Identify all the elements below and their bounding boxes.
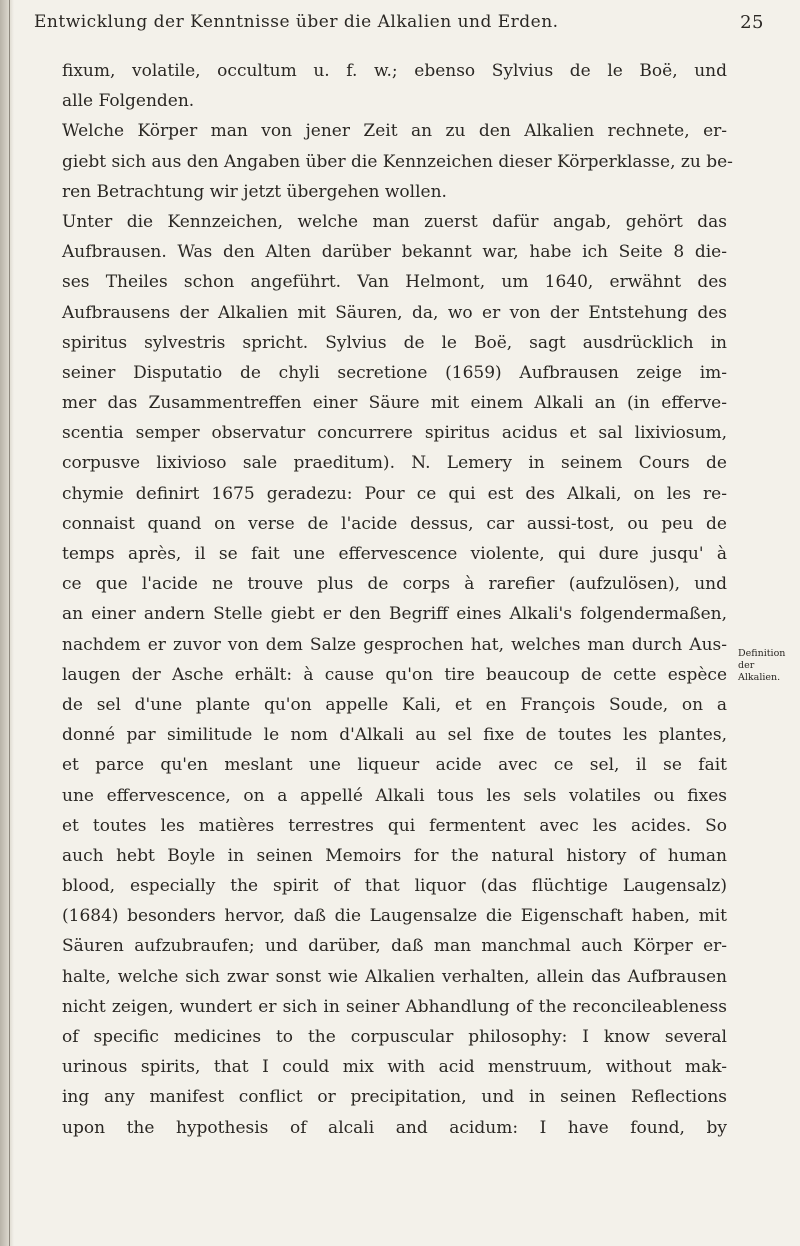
text-line: urinous spirits, that I could mix with acid menstruum, without mak-	[62, 1057, 727, 1078]
text-line: Aufbrausen. Was den Alten darüber bekannt war, habe ich Seite 8 die-	[62, 242, 727, 263]
text-line: laugen der Asche erhält: à cause qu'on tire beaucoup de cette espèce	[62, 664, 727, 685]
text-line: temps après, il se fait une effervescence violente, qui dure jusqu' à	[62, 544, 727, 564]
text-line: halte, welche sich zwar sonst wie Alkalien verhalten, allein das Aufbrausen	[62, 966, 727, 987]
text-line: donné par similitude le nom d'Alkali au sel fixe de toutes les plantes,	[62, 725, 727, 746]
text-line: une effervescence, on a appellé Alkali tous les sels volatiles ou fixes	[62, 785, 727, 806]
margin-note: Definition der Alkalien.	[738, 648, 786, 683]
text-line: ren Betrachtung wir jetzt übergehen wollen.	[62, 181, 447, 202]
text-line: blood, especially the spirit of that liquor (das flüchtige Laugensalz)	[62, 876, 727, 897]
body-text	[62, 56, 733, 1143]
text-line: Welche Körper man von jener Zeit an zu den Alkalien rechnete, er-	[62, 121, 727, 142]
text-line: ses Theiles schon angeführt. Van Helmont, um 1640, erwähnt des	[62, 272, 727, 293]
text-line: ing any manifest conflict or precipitation, und in seinen Reflections	[62, 1087, 727, 1108]
text-line: giebt sich aus den Angaben über die Kennzeichen dieser Körperklasse, zu be-	[62, 151, 733, 172]
text-line: et toutes les matières terrestres qui fermentent avec les acides. So	[62, 815, 727, 836]
text-line: mer das Zusammentreffen einer Säure mit einem Alkali an (in efferve-	[62, 393, 727, 414]
text-line: upon the hypothesis of alcali and acidum: I have found, by	[62, 1117, 727, 1138]
text-line: Unter die Kennzeichen, welche man zuerst dafür angab, gehört das	[62, 211, 727, 232]
text-line: alle Folgenden.	[62, 91, 195, 112]
page-header	[34, 8, 764, 38]
book-spine-edge	[9, 0, 10, 1246]
text-line: et parce qu'en meslant une liqueur acide avec ce sel, il se fait	[62, 755, 727, 776]
text-line: of specific medicines to the corpuscular philosophy: I know several	[62, 1027, 727, 1047]
text-line: an einer andern Stelle giebt er den Begriff eines Alkali's folgendermaßen,	[62, 604, 727, 625]
text-line: auch hebt Boyle in seinen Memoirs for the natural history of human	[62, 845, 727, 866]
text-line: corpusve lixivioso sale praeditum). N. Lemery in seinem Cours de	[62, 453, 727, 474]
text-line: nicht zeigen, wundert er sich in seiner Abhandlung of the reconcileableness	[62, 996, 727, 1017]
text-line: Säuren aufzubraufen; und darüber, daß man manchmal auch Körper er-	[62, 936, 727, 957]
text-line: (1684) besonders hervor, daß die Laugensalze die Eigenschaft haben, mit	[62, 906, 727, 927]
book-spine-shadow	[0, 0, 14, 1246]
text-line: scentia semper observatur concurrere spiritus acidus et sal lixiviosum,	[62, 423, 727, 444]
text-line: connaist quand on verse de l'acide dessus, car aussi-tost, ou peu de	[62, 513, 727, 534]
text-line: fixum, volatile, occultum u. f. w.; ebenso Sylvius de le Boë, und	[62, 61, 727, 81]
text-line: Aufbrausens der Alkalien mit Säuren, da, wo er von der Entstehung des	[62, 302, 727, 323]
running-title: Entwicklung der Kenntnisse über die Alkalien und Erden.	[34, 12, 559, 32]
page-number: 25	[740, 12, 764, 33]
text-line: de sel d'une plante qu'on appelle Kali, et en François Soude, on a	[62, 694, 727, 715]
text-line: seiner Disputatio de chyli secretione (1659) Aufbrausen zeige im-	[62, 362, 727, 383]
text-line: ce que l'acide ne trouve plus de corps à rarefier (aufzulösen), und	[62, 574, 727, 595]
text-line: chymie definirt 1675 geradezu: Pour ce qui est des Alkali, on les re-	[62, 483, 727, 504]
text-line: spiritus sylvestris spricht. Sylvius de le Boë, sagt ausdrücklich in	[62, 332, 727, 353]
text-line: nachdem er zuvor von dem Salze gesprochen hat, welches man durch Aus-	[62, 634, 727, 655]
